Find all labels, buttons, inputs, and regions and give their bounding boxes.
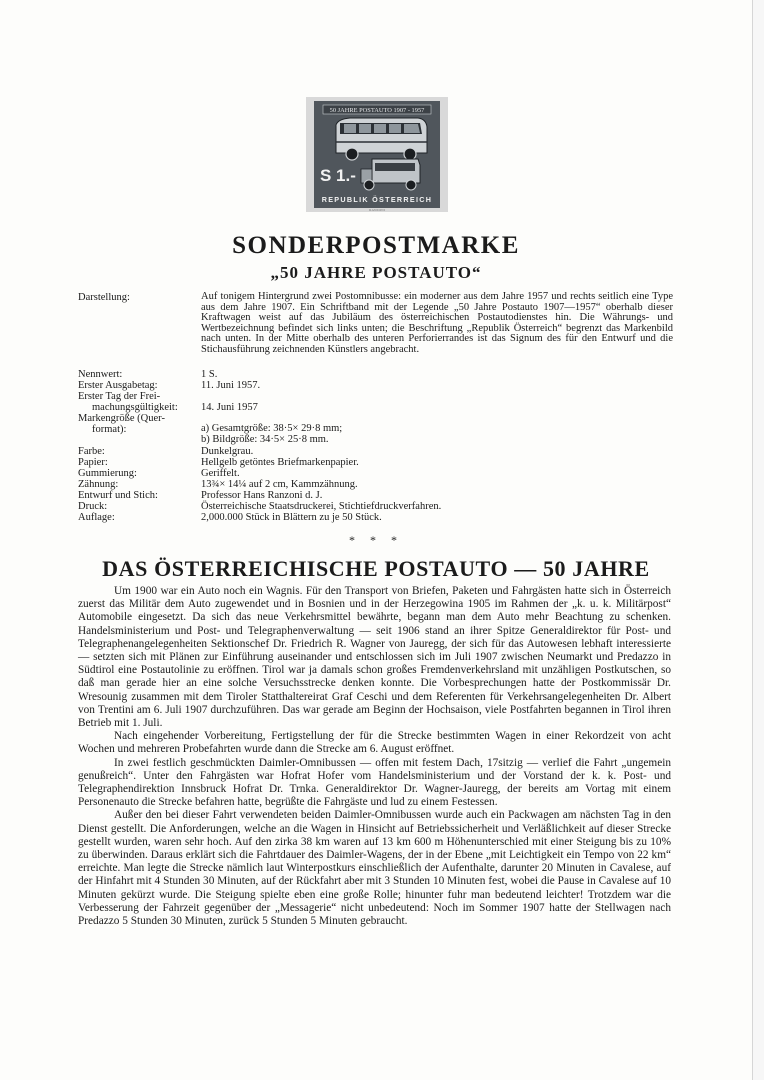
article-paragraph: Um 1900 war ein Auto noch ein Wagnis. Für den Transport von Briefen, Paketen und Fahrgästen hatte sich in Österreich zuerst das Militär dem Auto zugewendet und in Bosnien und in der Herzegowina 1905 im Rahmen der „k. u. k. Militärpost“ Automobile eingesetzt. Da sich das neue Verkehrsmittel bewährte, begann man dem Auto mehr Beachtung zu schenken. Handelsministerium und Post- und Telegraphenverwaltung — seit 1906 stand an ihrer Spitze Generaldirektor für Post- und Telegraphenangelegenheiten Sektionschef Dr. Friedrich R. Wagner von Jauregg, der sich für das Autowesen lebhaft interessierte — setzten sich mit Plänen zur Einführung auseinander und entschlossen sich im Juli 1907 zwischen Neumarkt und Predazzo in Südtirol eine Postautolinie zu eröffnen. Tirol war ja damals schon großes Fremdenverkehrsland mit unzähligen Postkutschen, so daß man gerade hier an eine solche Versuchsstrecke denken konnte. Die Vorbesprechungen hatte der Postkommissär Dr. Wresounig zusammen mit dem Tiroler Statthaltereirat Graf Ceschi und dem Referenten für Verkehrsangelegenheiten Dr. Albert von Trentini am 6. Juli 1907 durchzuführen. Das war gerade am Beginn der Hochsaison, viele Postfahrten begannen in Tirol ihren Betrieb mit 1. Juli.: [78, 585, 671, 730]
value-nennwert: 1 S.: [201, 369, 218, 380]
article-heading: DAS ÖSTERREICHISCHE POSTAUTO — 50 JAHRE: [102, 556, 650, 581]
value-entwurf: Professor Hans Ranzoni d. J.: [201, 490, 323, 501]
value-freimachung: 14. Juni 1957: [201, 402, 258, 413]
section-divider: * * *: [349, 533, 403, 547]
label-druck: Druck:: [78, 501, 108, 512]
label-ausgabetag: Erster Ausgabetag:: [78, 380, 158, 391]
label-entwurf: Entwurf und Stich:: [78, 490, 158, 501]
value-gummierung: Geriffelt.: [201, 468, 240, 479]
value-farbe: Dunkelgrau.: [201, 446, 254, 457]
stamp-country: REPUBLIK ÖSTERREICH: [321, 195, 433, 204]
stamp-value: S 1.-: [320, 166, 356, 185]
label-gummierung: Gummierung:: [78, 468, 137, 479]
label-papier: Papier:: [78, 457, 108, 468]
value-auflage: 2,000.000 Stück in Blättern zu je 50 Stück.: [201, 512, 382, 523]
value-gesamtgroesse: a) Gesamtgröße: 38·5× 29·8 mm;: [201, 423, 343, 434]
article-body: [78, 585, 671, 928]
page-subtitle: „50 JAHRE POSTAUTO“: [270, 263, 482, 282]
value-papier: Hellgelb getöntes Briefmarkenpapier.: [201, 457, 359, 468]
label-darstellung: Darstellung:: [78, 292, 130, 303]
value-bildgroesse: b) Bildgröße: 34·5× 25·8 mm.: [201, 434, 329, 445]
label-zaehnung: Zähnung:: [78, 479, 119, 490]
label-freimachung-1: Erster Tag der Frei-: [78, 391, 161, 402]
stamp-banner-text: 50 JAHRE POSTAUTO 1907 - 1957: [329, 107, 425, 115]
stamp-background: [314, 101, 440, 208]
label-nennwert: Nennwert:: [78, 369, 123, 380]
value-zaehnung: 13¾× 14¼ auf 2 cm, Kammzähnung.: [201, 479, 358, 490]
article-paragraph: Nach eingehender Vorbereitung, Fertigstellung der für die Strecke bestimmten Wagen in einer Rekordzeit von acht Wochen und mehreren Probefahrten wurde dann die Strecke am 6. August eröffnet.: [78, 730, 671, 756]
article-paragraph: Außer den bei dieser Fahrt verwendeten beiden Daimler-Omnibussen wurde auch ein Packwagen am nächsten Tag in den Dienst gestellt. Die Anforderungen, welche an die Wagen in Hinsicht auf Betriebssicherheit und Verläßlichkeit auf dieser Strecke gestellt wurden, waren sehr hoch. Auf den zirka 38 km waren auf 13 km 600 m Höhenunterschied mit einer Steigung bis zu 10% zu überwinden. Daraus erklärt sich die Fahrtdauer des Daimler-Wagens, der in der Ebene „mit Leichtigkeit ein Tempo von 22 km“ erreichte. Man legte die Strecke nämlich laut Winterpostkurs einschließlich der Aufenthalte, darunter 20 Minuten in Cavalese, auf der Hinfahrt mit 4 Stunden 30 Minuten, auf der Rückfahrt aber mit 3 Stunden 10 Minuten fest, wobei die Pause in Cavalese auf 10 Minuten gekürzt wurde. Die Steigung spielte eben eine große Rolle; hinunter fuhr man bedeutend leichter! Trotzdem war die Verbesserung der Fahrzeit gegenüber der „Messagerie“ nicht unbedeutend: Noch im Sommer 1907 hatte der Stellwagen nach Predazzo 5 Stunden 30 Minuten, zurück 5 Stunden 5 Minuten gebraucht.: [78, 809, 671, 928]
value-ausgabetag: 11. Juni 1957.: [201, 380, 261, 391]
label-auflage: Auflage:: [78, 512, 115, 523]
value-druck: Österreichische Staatsdruckerei, Stichtiefdruckverfahren.: [201, 501, 442, 512]
stamp: [306, 97, 448, 212]
label-farbe: Farbe:: [78, 446, 105, 457]
description-text: Auf tonigem Hintergrund zwei Postomnibusse: ein moderner aus dem Jahre 1957 und rechts seitlich eine Type aus dem Jahre 1907. Ein Schriftband mit der Legende „50 Jahre Postauto 1907—1957“ oberhalb dieser Kraftwagen weist auf das Jubiläum des österreichischen Postautodienstes hin. Die Währungs- und Wertbezeichnung befindet sich links unten; die Beschriftung „Republik Österreich“ begrenzt das Markenbild nach unten. In der Mitte oberhalb des unteren Perforierrandes ist das Signum des für den Entwurf und die Stichausführung zeichnenden Künstlers angebracht.: [201, 291, 673, 355]
stamp-image: [314, 101, 440, 208]
label-markengroesse-2: format):: [92, 424, 127, 435]
article-paragraph: In zwei festlich geschmückten Daimler-Omnibussen — offen mit festem Dach, 17sitzig — verlief die Fahrt „ungemein genußreich“. Unter den Fahrgästen war Hofrat Hofer vom Handelsministerium und der Vorstand der k. k. Post- und Telegraphendirektion Innsbruck Hofrat Dr. Trnka. Generaldirektor Dr. Wagner-Jauregg, der bereits am Vortag mit einem Personenauto die Strecke befahren hatte, begrüßte die Fahrgäste und lud zu einem Festessen.: [78, 756, 671, 809]
paper-edge: [752, 0, 764, 1080]
stamp-engraver-signature: RANZONI: [369, 208, 385, 212]
label-markengroesse-1: Markengröße (Quer-: [78, 413, 165, 424]
page-title: SONDERPOSTMARKE: [232, 232, 520, 259]
label-freimachung-2: machungsgültigkeit:: [92, 402, 178, 413]
